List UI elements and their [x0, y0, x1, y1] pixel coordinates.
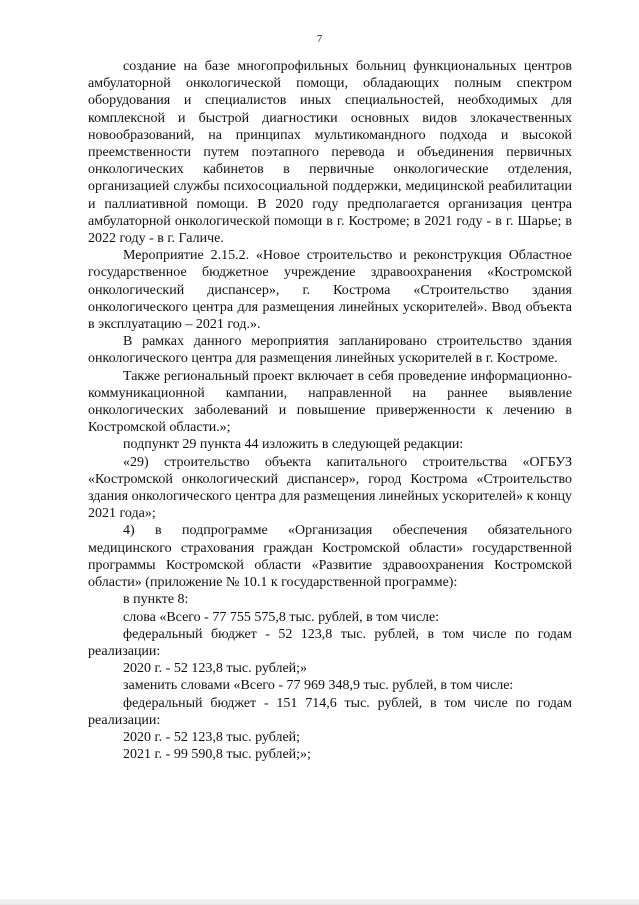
document-body — [88, 58, 572, 763]
scan-bottom-edge — [0, 899, 639, 905]
page-number: 7 — [316, 33, 323, 45]
paragraph-old-2020: 2020 г. - 52 123,8 тыс. рублей;» — [123, 661, 308, 677]
paragraph-information-campaign: Также региональный проект включает в себя проведение информационно-коммуникационной кампании, направленной на раннее выявление онкологических заболеваний и повышение приверженности к лечению в Костромской области.»; — [88, 368, 572, 436]
paragraph-construction-planned: В рамках данного мероприятия запланировано строительство здания онкологического центра для размещения линейных ускорителей в г. Костроме. — [88, 334, 572, 367]
paragraph-old-total: слова «Всего - 77 755 575,8 тыс. рублей, в том числе: — [123, 609, 440, 625]
paragraph-new-federal: федеральный бюджет - 151 714,6 тыс. рублей, в том числе по годам реализации: — [88, 695, 572, 728]
paragraph-subitem-29-intro: подпункт 29 пункта 44 изложить в следующей редакции: — [123, 437, 464, 453]
paragraph-item-8: в пункте 8: — [123, 592, 189, 608]
paragraph-measure-2-15-2: Мероприятие 2.15.2. «Новое строительство и реконструкция Областное государственное бюджетное учреждение здравоохранения «Костромской онкологический диспансер», г. Кострома «Строительство здания онкологического центра для размещения линейных ускорителей». Ввод объекта в эксплуатацию – 2021 год.». — [88, 248, 572, 333]
paragraph-new-total: заменить словами «Всего - 77 969 348,9 тыс. рублей, в том числе: — [123, 678, 514, 694]
paragraph-subitem-29-text: «29) строительство объекта капитального строительства «ОГБУЗ «Костромской онкологический диспансер», город Кострома «Строительство здания онкологического центра для размещения линейных ускорителей» к концу 2021 года»; — [88, 454, 572, 522]
paragraph-new-2021: 2021 г. - 99 590,8 тыс. рублей;»; — [123, 747, 311, 763]
paragraph-subprogram-4: 4) в подпрограмме «Организация обеспечения обязательного медицинского страхования граждан Костромской области» государственной программы Костромской области «Развитие здравоохранения Костромской области» (приложение № 10.1 к государственной программе): — [88, 523, 572, 591]
paragraph-old-federal: федеральный бюджет - 52 123,8 тыс. рублей, в том числе по годам реализации: — [88, 626, 572, 659]
paragraph-oncology-centers: создание на базе многопрофильных больниц функциональных центров амбулаторной онкологической помощи, обладающих полным спектром оборудования и специалистов иных специальностей, необходимых для комплексной и быстрой диагностики основных видов злокачественных новообразований, на принципах мультикомандного подхода и высокой преемственности путем поэтапного перевода и объединения первичных онкологических кабинетов в первичные онкологические отделения, организацией службы психосоциальной поддержки, медицинской реабилитации и паллиативной помощи. В 2020 году предполагается организация центра амбулаторной онкологической помощи в г. Костроме; в 2021 году - в г. Шарье; в 2022 году - в г. Галиче. — [88, 59, 572, 247]
paragraph-new-2020: 2020 г. - 52 123,8 тыс. рублей; — [123, 729, 301, 745]
